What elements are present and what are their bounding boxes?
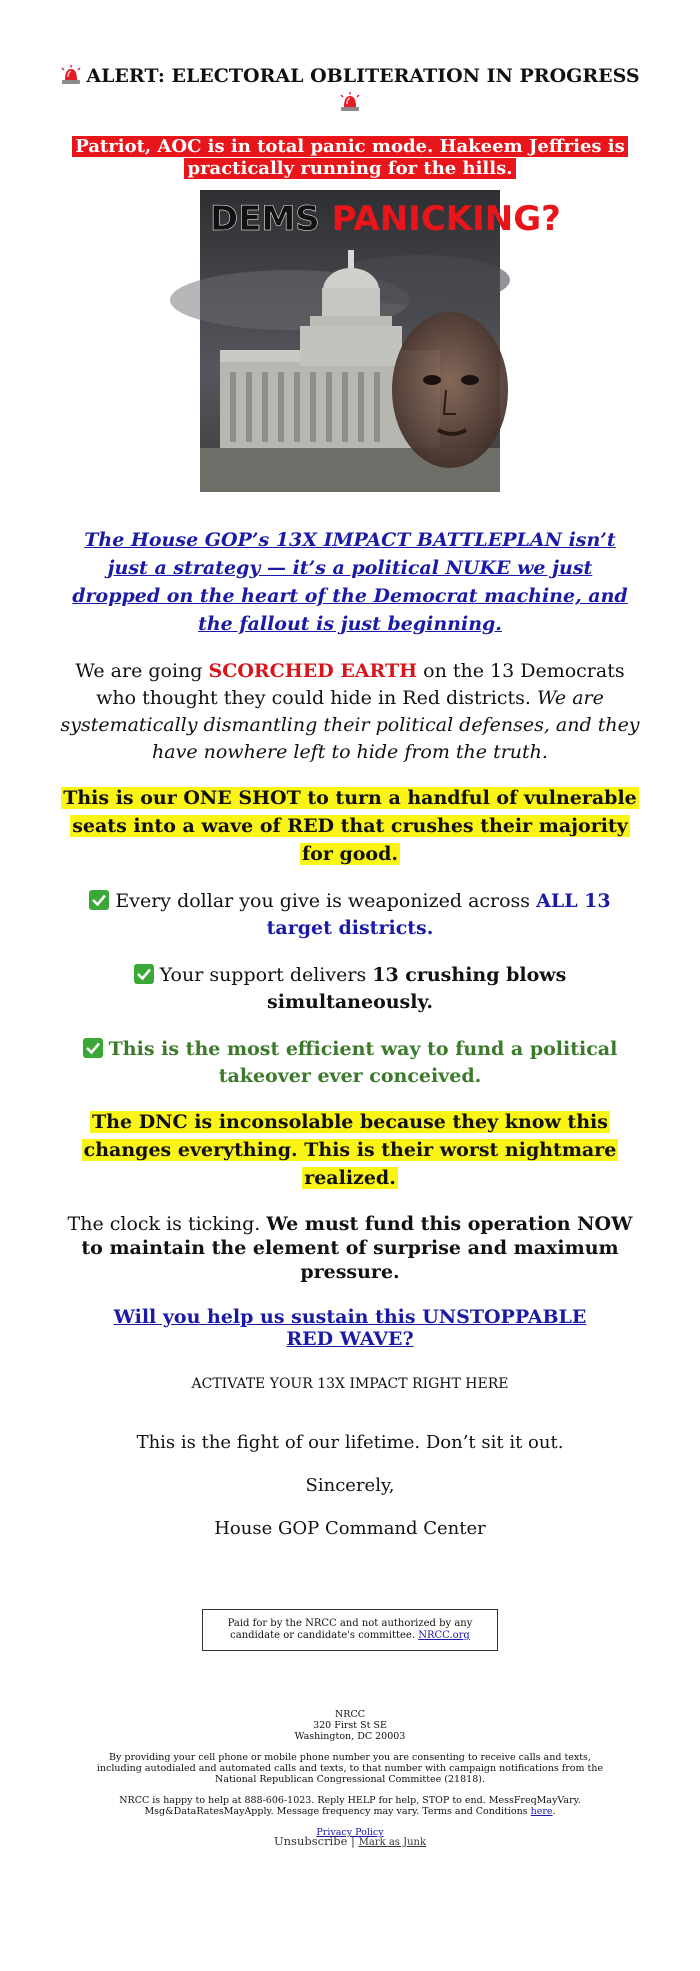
closing-line: This is the fight of our lifetime. Don’t sit it out. <box>136 1432 564 1453</box>
activate-link[interactable]: ACTIVATE YOUR 13X IMPACT RIGHT HERE <box>191 1376 509 1392</box>
privacy-policy-link[interactable]: Privacy Policy <box>316 1827 384 1838</box>
alert-text: ALERT: ELECTORAL OBLITERATION IN PROGRESS <box>86 65 640 87</box>
lead-paragraph <box>66 526 634 638</box>
mark-as-junk-link[interactable]: Mark as Junk <box>358 1837 427 1848</box>
siren-icon <box>60 65 82 85</box>
check-mark-icon <box>83 1038 103 1058</box>
unsubscribe-row: Unsubscribe | Mark as Junk <box>273 1834 427 1848</box>
highlight-dnc: The DNC is inconsolable because they know this changes everything. This is their worst nightmare realized. <box>83 1111 617 1189</box>
consent-text: By providing your cell phone or mobile phone number you are consenting to receive calls and texts, including autodialed and automated calls and texts, to that number with campaign notifications from the National Republican Congressional Committee (21818). <box>96 1752 604 1785</box>
red-wave-link[interactable]: Will you help us sustain this UNSTOPPABLE RED WAVE? <box>113 1306 587 1350</box>
check-mark-icon <box>89 890 109 910</box>
cta-paragraph <box>110 1306 590 1350</box>
scorched-earth-text: SCORCHED EARTH <box>208 660 418 682</box>
bullet-item: Every dollar you give is weaponized across ALL 13 target districts. <box>60 888 640 942</box>
email-body <box>30 62 670 1848</box>
alert-headline <box>48 62 652 112</box>
siren-icon <box>339 92 361 112</box>
highlight-one-shot: This is our ONE SHOT to turn a handful of vulnerable seats into a wave of RED that crushes their majority for good. <box>63 787 637 865</box>
bullet-item: Your support delivers 13 crushing blows simultaneously. <box>60 962 640 1016</box>
terms-link[interactable]: here <box>530 1806 553 1817</box>
help-text: NRCC is happy to help at 888-606-1023. Reply HELP for help, STOP to end. MessFreqMayVary. Msg&DataRatesMayApply. Message frequency may vary. Terms and Conditions here. <box>119 1795 581 1817</box>
scorched-earth-paragraph: We are going SCORCHED EARTH on the 13 Democrats who thought they could hide in Red districts. We are systematically dismantling their political defenses, and they have nowhere left to hide from the truth. <box>60 660 640 763</box>
sign-off: Sincerely, <box>305 1475 395 1496</box>
check-mark-icon <box>134 964 154 984</box>
italic-text: We are systematically dismantling their political defenses, and they have nowhere left to hide from the truth. <box>60 687 640 763</box>
nrcc-link[interactable]: NRCC.org <box>418 1630 470 1641</box>
footer <box>86 1709 614 1848</box>
hero-image[interactable] <box>200 190 561 492</box>
signature: House GOP Command Center <box>214 1518 486 1539</box>
paid-for-disclaimer: Paid for by the NRCC and not authorized by any candidate or candidate's committee. NRCC.org <box>202 1609 498 1651</box>
battleplan-link[interactable]: The House GOP’s 13X IMPACT BATTLEPLAN isn’t just a strategy — it’s a political NUKE we just dropped on the heart of the Democrat machine, and the fallout is just beginning. <box>72 529 628 635</box>
hero-title: DEMS PANICKING? <box>210 199 561 239</box>
unsubscribe-link[interactable]: Unsubscribe <box>273 1834 348 1848</box>
clock-paragraph: The clock is ticking. We must fund this operation NOW to maintain the element of surprise and maximum pressure. <box>67 1213 633 1283</box>
subheadline-text: Patriot, AOC is in total panic mode. Hakeem Jeffries is practically running for the hills. <box>72 136 628 179</box>
subheadline <box>70 136 630 180</box>
address: NRCC 320 First St SE Washington, DC 20003 <box>294 1709 406 1742</box>
bullet-item: This is the most efficient way to fund a political takeover ever conceived. <box>60 1036 640 1090</box>
